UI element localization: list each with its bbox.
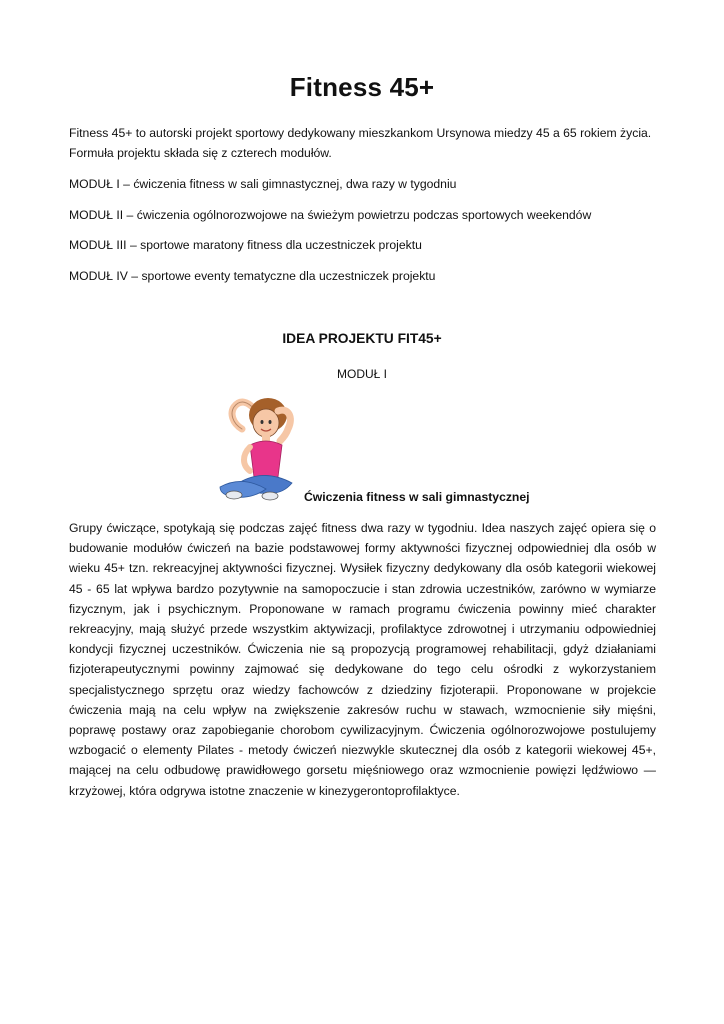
module-line-4: MODUŁ IV – sportowe eventy tematyczne dla uczestniczek projektu bbox=[69, 269, 436, 283]
stretching-woman-illustration bbox=[212, 395, 304, 505]
body-paragraph: Grupy ćwiczące, spotykają się podczas zajęć fitness dwa razy w tygodniu. Idea naszych zajęć opiera się o budowanie modułów ćwiczeń na bazie podstawowej formy aktywności fizycznej odpowiedniej dla osób w wieku 45+ tzn. rekreacyjnej aktywności fizycznej. Wysiłek fizyczny dedykowany dla osób kategorii wiekowej 45 - 65 lat wpływa bardzo pozytywnie na samopoczucie i stan zdrowia uczestników, zarówno w wymiarze fizycznym, jak i psychicznym. Proponowane w ramach programu ćwiczenia powinny mieć charakter rekreacyjny, mają służyć przede wszystkim aktywizacji, profilaktyce zdrowotnej i utrzymaniu odpowiedniej kondycji fizycznej uczestników. Ćwiczenia nie są propozycją programowej rehabilitacji, gdyż działaniami fizjoterapeutycznymi powinny zajmować się dedykowane do tego celu ośrodki z wykorzystaniem specjalistycznego sprzętu oraz wiedzy fachowców z dziedziny fizjoterapii. Proponowane w projekcie ćwiczenia mają na celu wpływ na zwiększenie zakresów ruchu w stawach, wzmocnienie siły mięśni, poprawę postawy oraz zapobieganie chorobom cywilizacyjnym. Ćwiczenia ogólnorozwojowe postulujemy wzbogacić o elementy Pilates - metody ćwiczeń niezwykle skutecznej dla osób z kategorii wiekowej 45+, mającej na celu odbudowę prawidłowego gorsetu mięśniowego oraz wzmocnienie powięzi lędźwiowo — krzyżowej, która odgrywa istotne znaczenie w kinezygerontoprofilaktyce. bbox=[69, 521, 656, 798]
module-line-1: MODUŁ I – ćwiczenia fitness w sali gimnastycznej, dwa razy w tygodniu bbox=[69, 177, 457, 191]
intro-paragraph: Fitness 45+ to autorski projekt sportowy dedykowany mieszkankom Ursynowa miedzy 45 a 65 rokiem życia. Formuła projektu składa się z czterech modułów. bbox=[69, 126, 652, 160]
module-label: MODUŁ I bbox=[336, 367, 387, 381]
module-line-3: MODUŁ III – sportowe maratony fitness dla uczestniczek projektu bbox=[69, 238, 422, 252]
idea-heading: IDEA PROJEKTU FIT45+ bbox=[282, 331, 442, 346]
document-title: Fitness 45+ bbox=[289, 72, 435, 102]
section-caption: Ćwiczenia fitness w sali gimnastycznej bbox=[304, 490, 530, 504]
module-line-2: MODUŁ II – ćwiczenia ogólnorozwojowe na świeżym powietrzu podczas sportowych weekendów bbox=[69, 208, 592, 222]
